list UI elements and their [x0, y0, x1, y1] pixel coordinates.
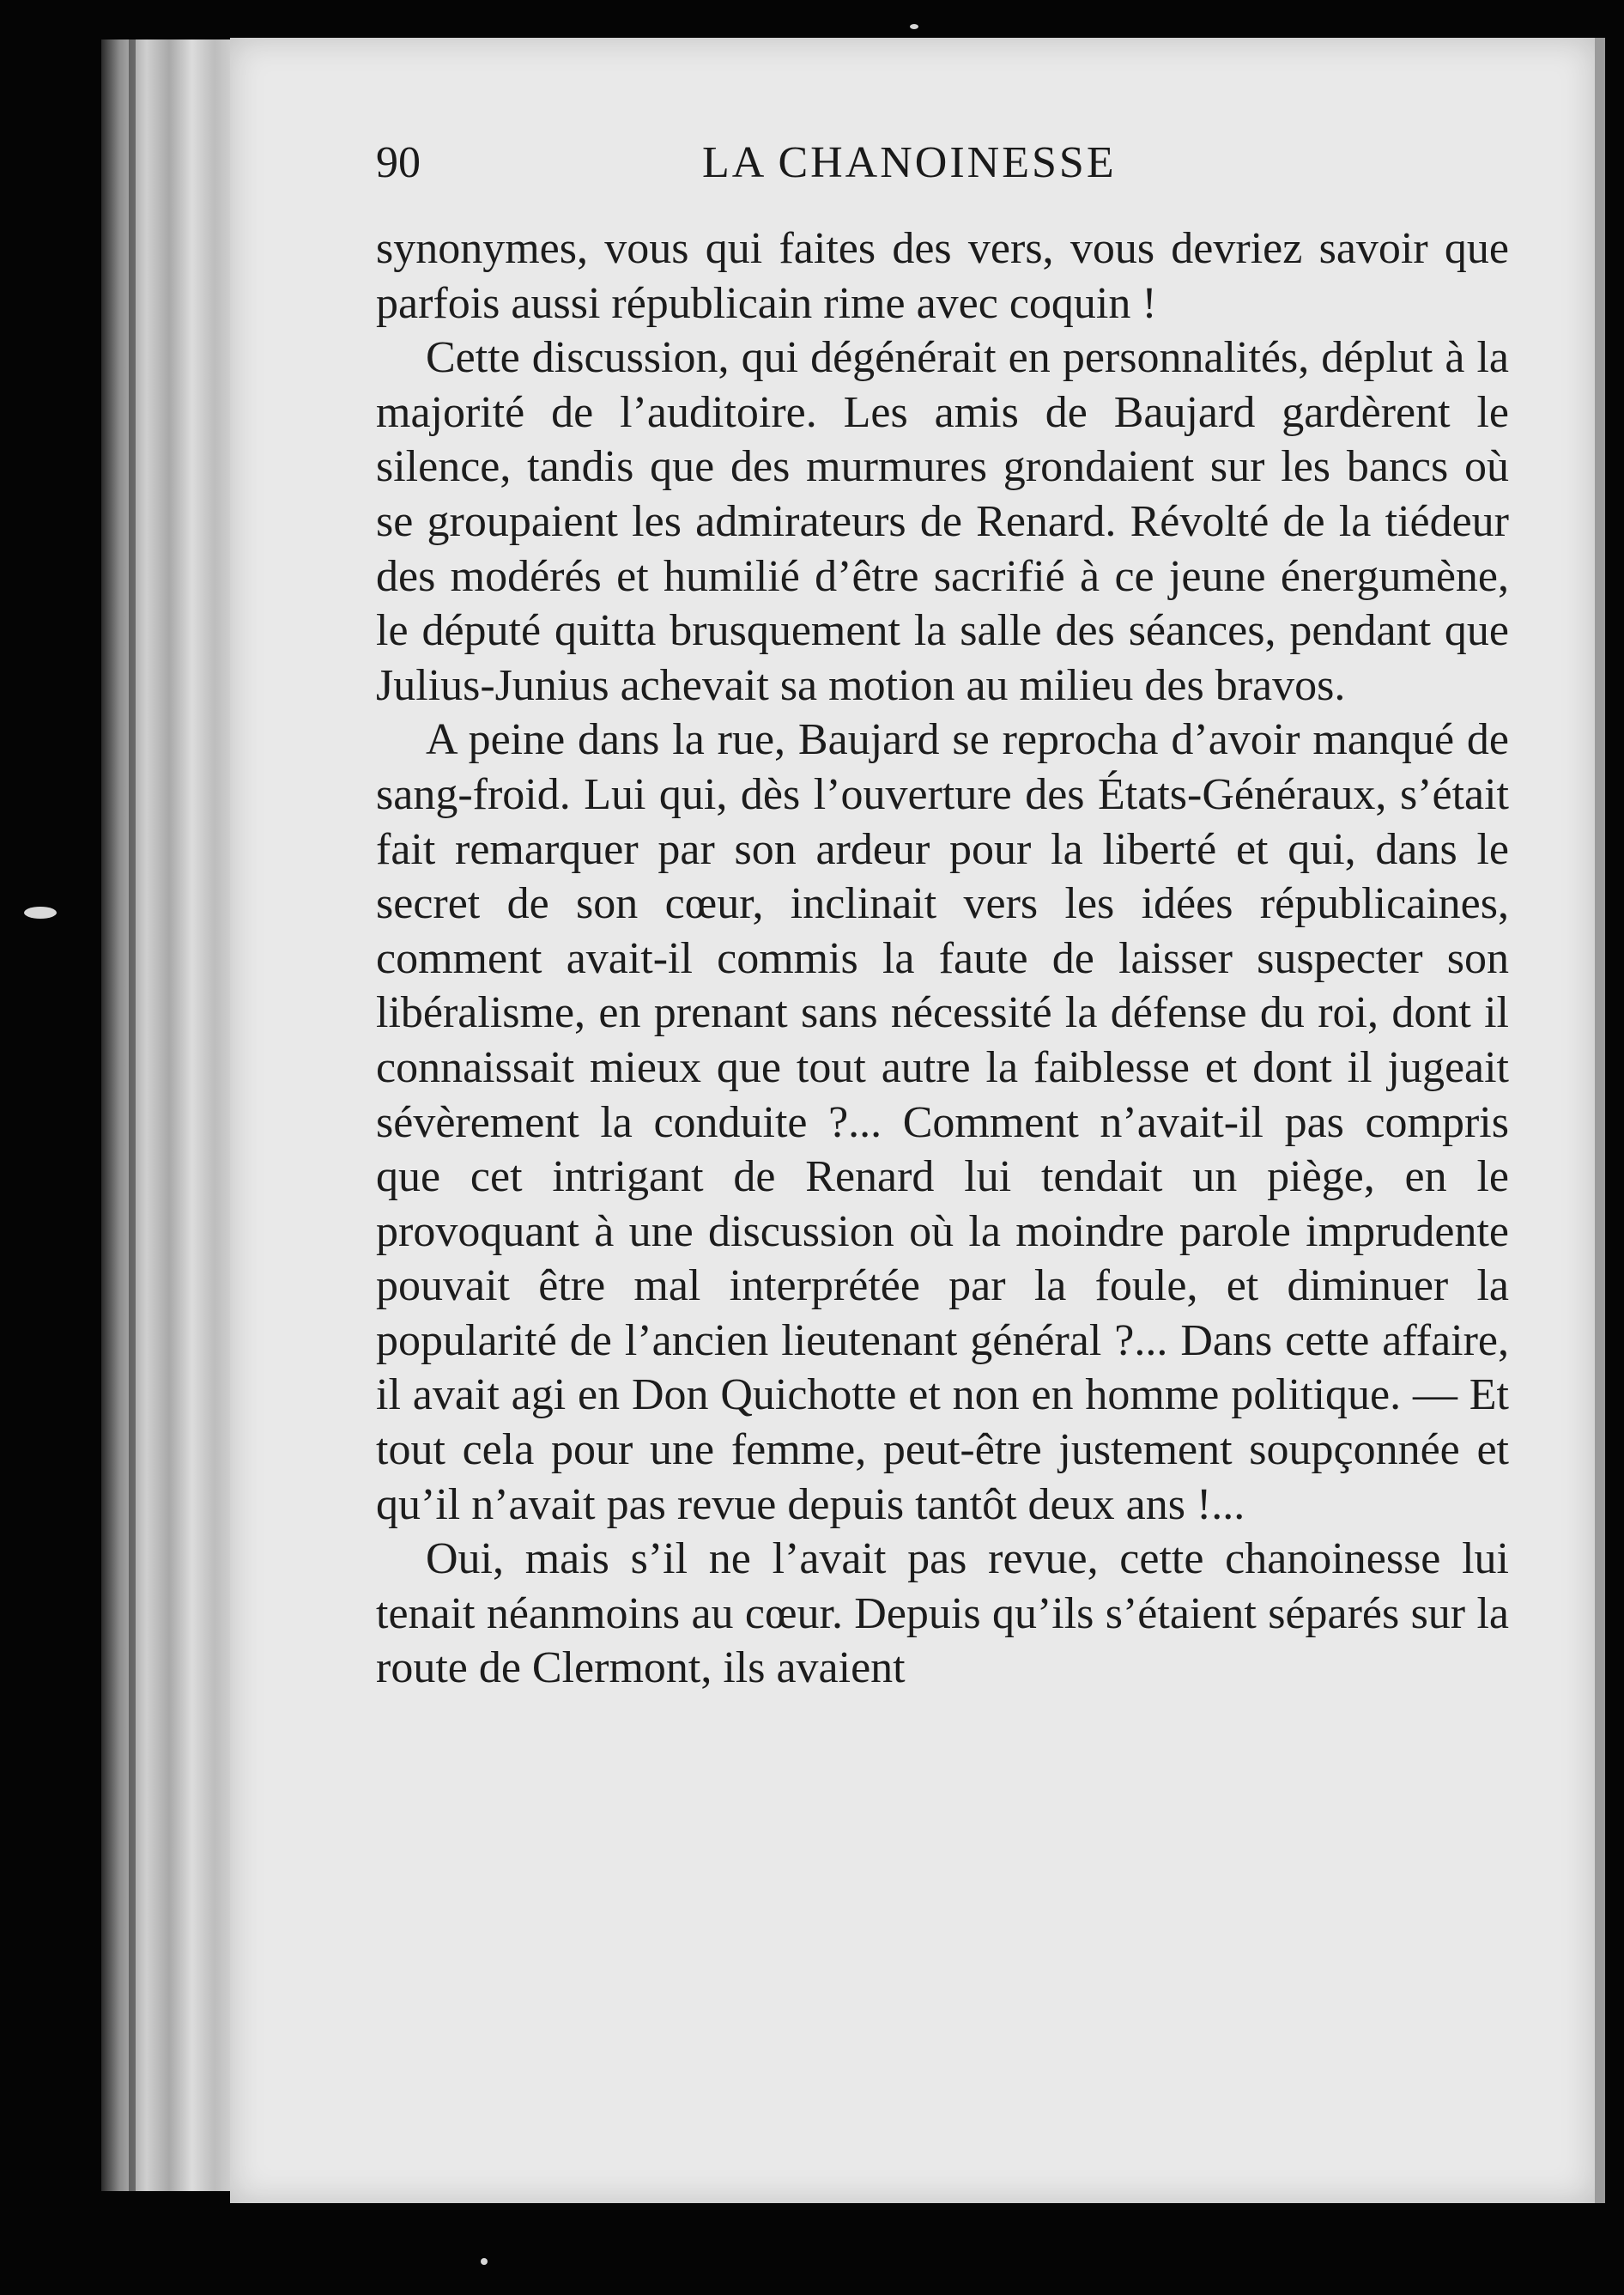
paragraph: synonymes, vous qui faites des vers, vous devriez savoir que parfois aussi républicain rime avec coquin ! [376, 224, 1509, 328]
page-right-edge [1595, 38, 1605, 2203]
running-title: LA CHANOINESSE [702, 138, 1117, 187]
dust-speck [24, 907, 57, 919]
paragraph: A peine dans la rue, Baujard se reprocha d’avoir manqué de sang-froid. Lui qui, dès l’ouverture des États-Généraux, s’était fait remarquer par son ardeur pour la liberté et qui, dans le secret de son cœur, inclinait vers les idées républicaines, comment avait-il commis la faute de laisser suspecter son libéralisme, en prenant sans nécessité la défense du roi, dont il connaissait mieux que tout autre la faiblesse et dont il jugeait sévèrement la conduite ?... Comment n’avait-il pas compris que cet intrigant de Renard lui tendait un piège, en le provoquant à une discussion où la moindre parole imprudente pouvait être mal interprétée par la foule, et diminuer la popularité de l’ancien lieutenant général ?... Dans cette affaire, il avait agi en Don Quichotte et non en homme politique. — Et tout cela pour une femme, peut-être justement soupçonnée et qu’il n’avait pas revue depuis tantôt deux ans !... [376, 715, 1509, 1529]
running-header [376, 129, 1518, 197]
page-number: 90 [376, 138, 421, 187]
dust-speck [910, 24, 918, 29]
body-text [376, 222, 1509, 1696]
paragraph: Oui, mais s’il ne l’avait pas revue, cette chanoinesse lui tenait néanmoins au cœur. Depuis qu’ils s’étaient séparés sur la route de Clermont, ils avaient [376, 1534, 1509, 1693]
dust-speck [481, 2258, 488, 2265]
paragraph: Cette discussion, qui dégénérait en personnalités, déplut à la majorité de l’auditoire. Les amis de Baujard gardèrent le silence, tandis que des murmures grondaient sur les bancs où se groupaient les admirateurs de Renard. Révolté de la tiédeur des modérés et humilié d’être sacrifié à ce jeune énergumène, le député quitta brusquement la salle des séances, pendant que Julius-Junius achevait sa motion au milieu des bravos. [376, 333, 1509, 710]
spine-shadow [129, 39, 136, 2191]
